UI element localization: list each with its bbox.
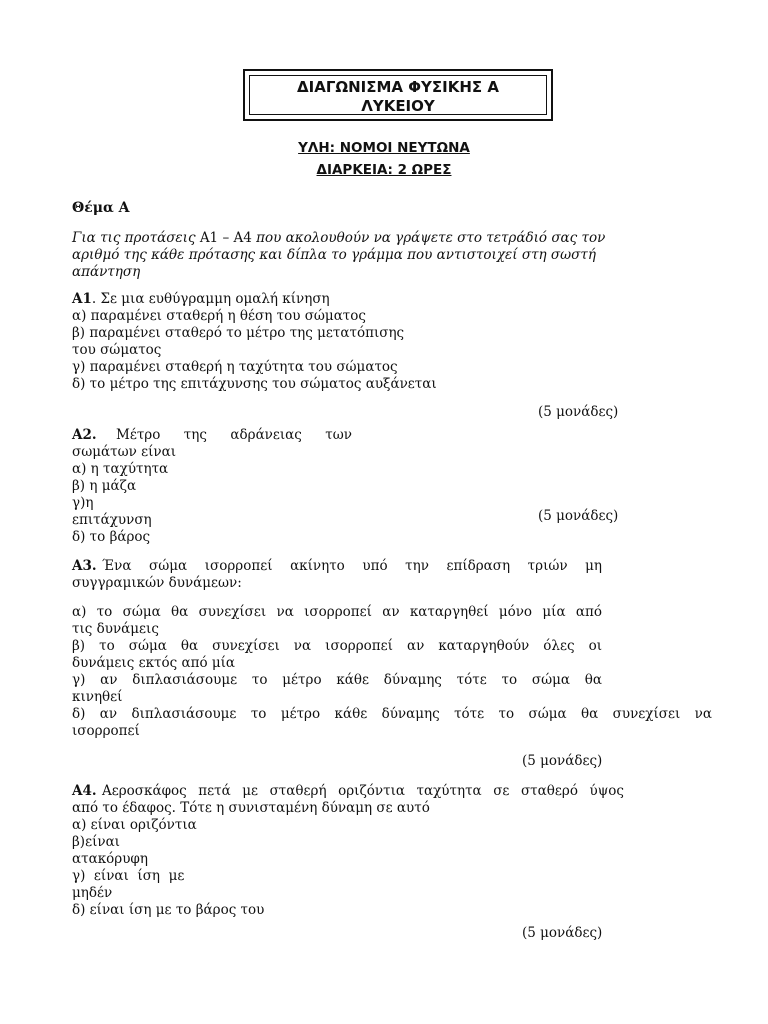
instructions-range: Α1 – Α4: [199, 230, 252, 246]
question-a3-number: Α3.: [72, 558, 97, 574]
question-a3-option-d-cont: ισορροπεί: [72, 723, 140, 739]
question-a2-option-d: δ) το βάρος: [72, 529, 151, 545]
instructions-line-3: απάντηση: [72, 264, 141, 280]
question-a2-number: Α2.: [72, 427, 97, 443]
question-a2-option-a: α) η ταχύτητα: [72, 461, 169, 477]
question-a3-option-b-cont: δυνάμεις εκτός από μία: [72, 655, 236, 671]
instructions-line-1: [72, 230, 605, 247]
question-a4-marks: (5 μονάδες): [522, 925, 603, 941]
question-a1-marks: (5 μονάδες): [538, 404, 619, 420]
question-a3-stem: [72, 558, 602, 575]
question-a1-number: Α1: [72, 291, 92, 307]
question-a4-text-cont: από το έδαφος. Τότε η συνισταμένη δύναμη σε αυτό: [72, 800, 430, 816]
question-a3-option-c: γ) αν διπλασιάσουμε το μέτρο κάθε δύναμης τότε το σώμα θα: [72, 672, 602, 688]
question-a3-option-d: δ) αν διπλασιάσουμε το μέτρο κάθε δύναμης τότε το σώμα θα συνεχίσει να: [72, 706, 712, 722]
question-a4-option-a: α) είναι οριζόντια: [72, 817, 197, 833]
title-line-1: ΔΙΑΓΩΝΙΣΜΑ ΦΥΣΙΚΗΣ Α: [297, 78, 499, 96]
question-a2-text: Μέτρο της αδράνειας των: [116, 427, 352, 443]
section-heading: Θέμα Α: [72, 200, 130, 216]
question-a1-option-a: α) παραμένει σταθερή η θέση του σώματος: [72, 308, 366, 324]
question-a2-stem: [72, 427, 352, 444]
duration-line: ΔΙΑΡΚΕΙΑ: 2 ΩΡΕΣ: [316, 162, 452, 178]
question-a1-text: . Σε μια ευθύγραμμη ομαλή κίνηση: [91, 291, 330, 307]
question-a4-stem: [72, 783, 624, 800]
question-a4-option-b-cont: ατακόρυφη: [72, 851, 148, 867]
question-a2-marks: (5 μονάδες): [538, 508, 619, 524]
question-a2-option-c: γ)η: [72, 495, 94, 511]
question-a3-option-a: α) το σώμα θα συνεχίσει να ισορροπεί αν καταργηθεί μόνο μία από: [72, 604, 602, 620]
question-a4-number: Α4.: [72, 783, 97, 799]
question-a2-option-c-cont: επιτάχυνση: [72, 512, 152, 528]
question-a3-option-b: β) το σώμα θα συνεχίσει να ισορροπεί αν καταργηθούν όλες οι: [72, 638, 602, 654]
instructions-text-a: Για τις προτάσεις: [72, 230, 200, 246]
question-a1-option-b: β) παραμένει σταθερό το μέτρο της μετατόπισης: [72, 325, 405, 341]
title-line-2: ΛΥΚΕΙΟΥ: [361, 97, 435, 115]
question-a2-option-b: β) η μάζα: [72, 478, 137, 494]
question-a3-option-c-cont: κινηθεί: [72, 689, 123, 705]
instructions-line-2: αριθμό της κάθε πρότασης και δίπλα το γράμμα που αντιστοιχεί στη σωστή: [72, 247, 596, 263]
question-a4-option-d: δ) είναι ίση με το βάρος του: [72, 902, 265, 918]
question-a3-option-a-cont: τις δυνάμεις: [72, 621, 159, 637]
question-a3-text: Ένα σώμα ισορροπεί ακίνητο υπό την επίδραση τριών μη: [102, 558, 602, 574]
question-a4-option-c: γ) είναι ίση με: [72, 868, 185, 884]
title: [249, 75, 547, 115]
question-a3-text-cont: συγγραμικών δυνάμεων:: [72, 575, 242, 591]
question-a4-option-b: β)είναι: [72, 834, 120, 850]
question-a1-option-b-cont: του σώματος: [72, 342, 162, 358]
subject-line: ΥΛΗ: ΝΟΜΟΙ ΝΕΥΤΩΝΑ: [298, 140, 470, 156]
question-a3-marks: (5 μονάδες): [522, 753, 603, 769]
instructions-text-c: που ακολουθούν να γράψετε στο τετράδιό σας τον: [251, 230, 606, 246]
question-a1-option-d: δ) το μέτρο της επιτάχυνσης του σώματος αυξάνεται: [72, 376, 437, 392]
title-box: [243, 69, 553, 121]
question-a1-option-c: γ) παραμένει σταθερή η ταχύτητα του σώματος: [72, 359, 398, 375]
question-a1-stem: [72, 291, 330, 308]
question-a2-text-cont: σωμάτων είναι: [72, 444, 176, 460]
question-a4-option-c-cont: μηδέν: [72, 885, 113, 901]
question-a4-text: Αεροσκάφος πετά με σταθερή οριζόντια ταχύτητα σε σταθερό ύψος: [102, 783, 624, 799]
